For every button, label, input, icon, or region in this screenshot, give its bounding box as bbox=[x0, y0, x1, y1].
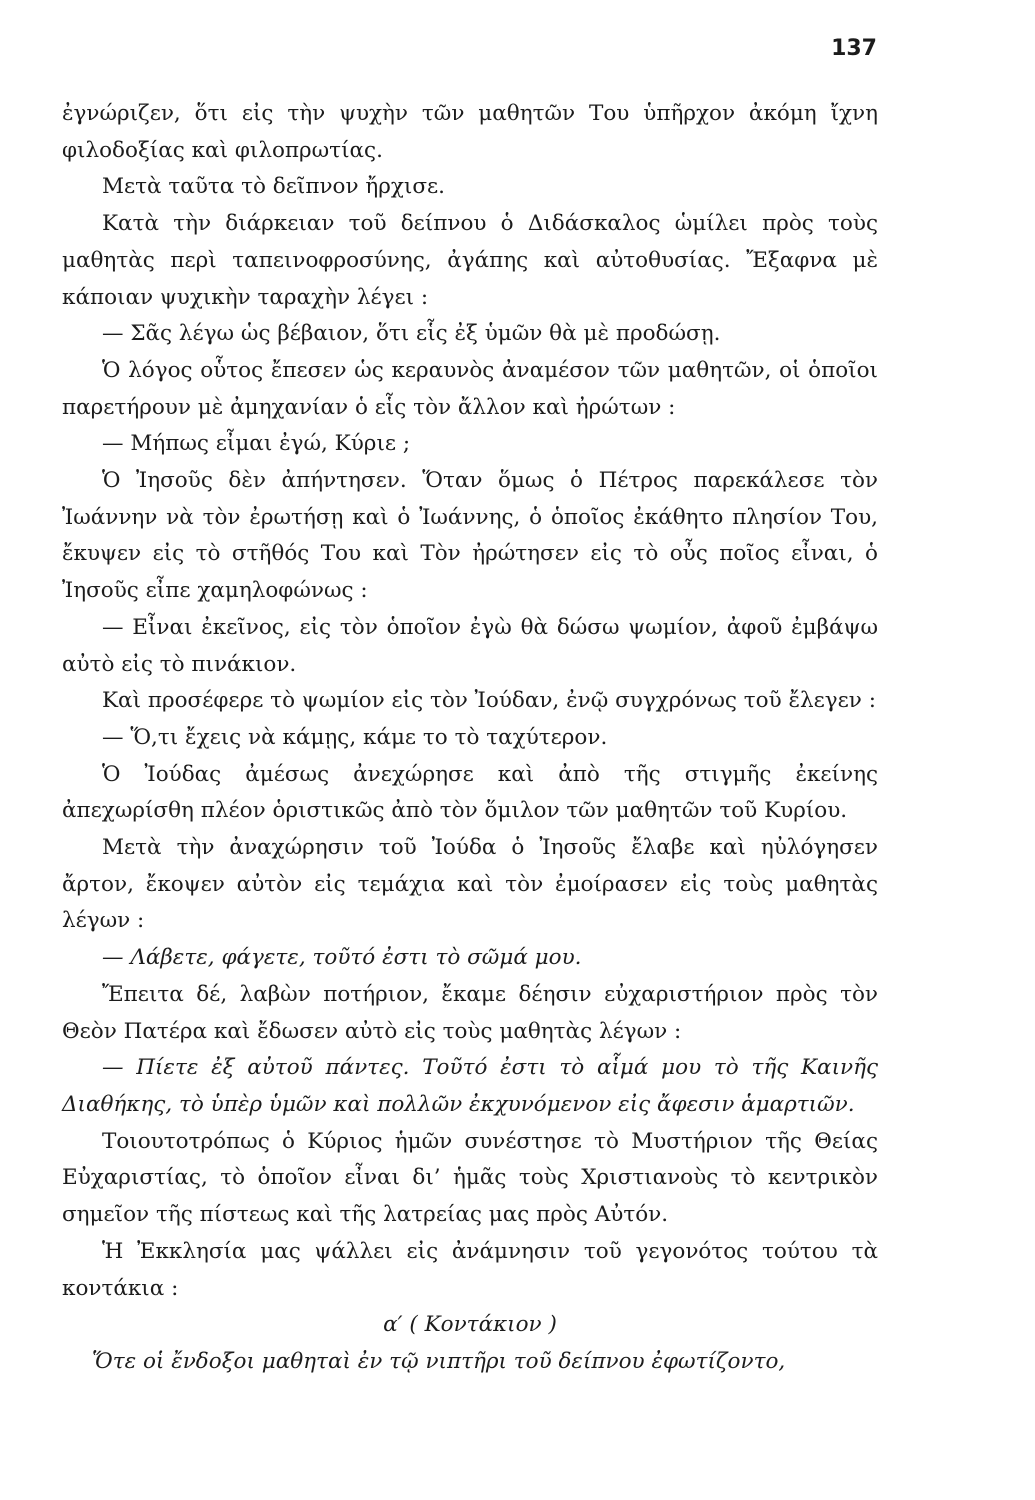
hymn-line: Ὅτε οἱ ἔνδοξοι μαθηταὶ ἐν τῷ νιπτῆρι τοῦ δείπνου ἐφωτίζοντο, bbox=[92, 1348, 786, 1374]
dialogue-line: — Εἶναι ἐκεῖνος, εἰς τὸν ὁποῖον ἐγὼ θὰ δώσω ψωμίον, ἀφοῦ ἐμβάψω αὐτὸ εἰς τὸ πινάκιον. bbox=[62, 614, 878, 677]
dialogue-line: — Μήπως εἶμαι ἐγώ, Κύριε ; bbox=[102, 431, 411, 457]
dialogue-line: — Σᾶς λέγω ὡς βέβαιον, ὅτι εἷς ἐξ ὑμῶν θὰ μὲ προδώσῃ. bbox=[102, 321, 721, 347]
scripture-quote: — Λάβετε, φάγετε, τοῦτό ἐστι τὸ σῶμά μου. bbox=[102, 945, 582, 971]
dialogue-line: — Ὅ,τι ἔχεις νὰ κάμῃς, κάμε το τὸ ταχύτερον. bbox=[102, 724, 608, 750]
scripture-quote: — Πίετε ἐξ αὐτοῦ πάντες. Τοῦτό ἐστι τὸ αἷμά μου τὸ τῆς Καινῆς Διαθήκης, τὸ ὑπὲρ ὑμῶν καὶ πολλῶν ἐκχυνόμενον εἰς ἄφεσιν ἁμαρτιῶν. bbox=[62, 1055, 878, 1117]
body-text bbox=[62, 96, 878, 1381]
page-number: 137 bbox=[831, 36, 877, 61]
paragraph: Μετὰ ταῦτα τὸ δεῖπνον ἤρχισε. bbox=[102, 174, 445, 200]
paragraph: Κατὰ τὴν διάρκειαν τοῦ δείπνου ὁ Διδάσκαλος ὡμίλει πρὸς τοὺς μαθητὰς περὶ ταπεινοφροσύνης, ἀγάπης καὶ αὐτοθυσίας. Ἔξαφνα μὲ κάποιαν ψυχικὴν ταραχὴν λέγει : bbox=[62, 211, 878, 310]
paragraph: Ὁ Ἰούδας ἀμέσως ἀνεχώρησε καὶ ἀπὸ τῆς στιγμῆς ἐκείνης ἀπεχωρίσθη πλέον ὁριστικῶς ἀπὸ τὸν ὅμιλον τῶν μαθητῶν τοῦ Κυρίου. bbox=[62, 761, 878, 824]
paragraph: Ἡ Ἐκκλησία μας ψάλλει εἰς ἀνάμνησιν τοῦ γεγονότος τούτου τὰ κοντάκια : bbox=[62, 1238, 878, 1301]
kontakion-heading: α′ ( Κοντάκιον ) bbox=[383, 1312, 557, 1338]
paragraph: Καὶ προσέφερε τὸ ψωμίον εἰς τὸν Ἰούδαν, ἐνῷ συγχρόνως τοῦ ἔλεγεν : bbox=[102, 688, 876, 714]
paragraph: Τοιουτοτρόπως ὁ Κύριος ἡμῶν συνέστησε τὸ Μυστήριον τῆς Θείας Εὐχαριστίας, τὸ ὁποῖον εἶναι δι’ ἡμᾶς τοὺς Χριστιανοὺς τὸ κεντρικὸν σημεῖον τῆς πίστεως καὶ τῆς λατρείας μας πρὸς Αὐτόν. bbox=[62, 1128, 878, 1228]
paragraph: Μετὰ τὴν ἀναχώρησιν τοῦ Ἰούδα ὁ Ἰησοῦς ἔλαβε καὶ ηὐλόγησεν ἄρτον, ἔκοψεν αὐτὸν εἰς τεμάχια καὶ τὸν ἐμοίρασεν εἰς τοὺς μαθητὰς λέγων : bbox=[62, 835, 878, 934]
paragraph: Ὁ λόγος οὗτος ἔπεσεν ὡς κεραυνὸς ἀναμέσον τῶν μαθητῶν, οἱ ὁποῖοι παρετήρουν μὲ ἀμηχανίαν ὁ εἷς τὸν ἄλλον καὶ ἠρώτων : bbox=[62, 357, 878, 420]
paragraph: Ἔπειτα δέ, λαβὼν ποτήριον, ἔκαμε δέησιν εὐχαριστήριον πρὸς τὸν Θεὸν Πατέρα καὶ ἔδωσεν αὐτὸ εἰς τοὺς μαθητὰς λέγων : bbox=[62, 981, 878, 1044]
paragraph: Ὁ Ἰησοῦς δὲν ἀπήντησεν. Ὅταν ὅμως ὁ Πέτρος παρεκάλεσε τὸν Ἰωάννην νὰ τὸν ἐρωτήσῃ καὶ ὁ Ἰωάννης, ὁ ὁποῖος ἐκάθητο πλησίον Του, ἔκυψεν εἰς τὸ στῆθός Του καὶ Τὸν ἠρώτησεν εἰς τὸ οὖς ποῖος εἶναι, ὁ Ἰησοῦς εἶπε χαμηλοφώνως : bbox=[62, 468, 878, 604]
paragraph: ἐγνώριζεν, ὅτι εἰς τὴν ψυχὴν τῶν μαθητῶν Του ὑπῆρχον ἀκόμη ἴχνη φιλοδοξίας καὶ φιλοπρωτίας. bbox=[62, 101, 878, 163]
